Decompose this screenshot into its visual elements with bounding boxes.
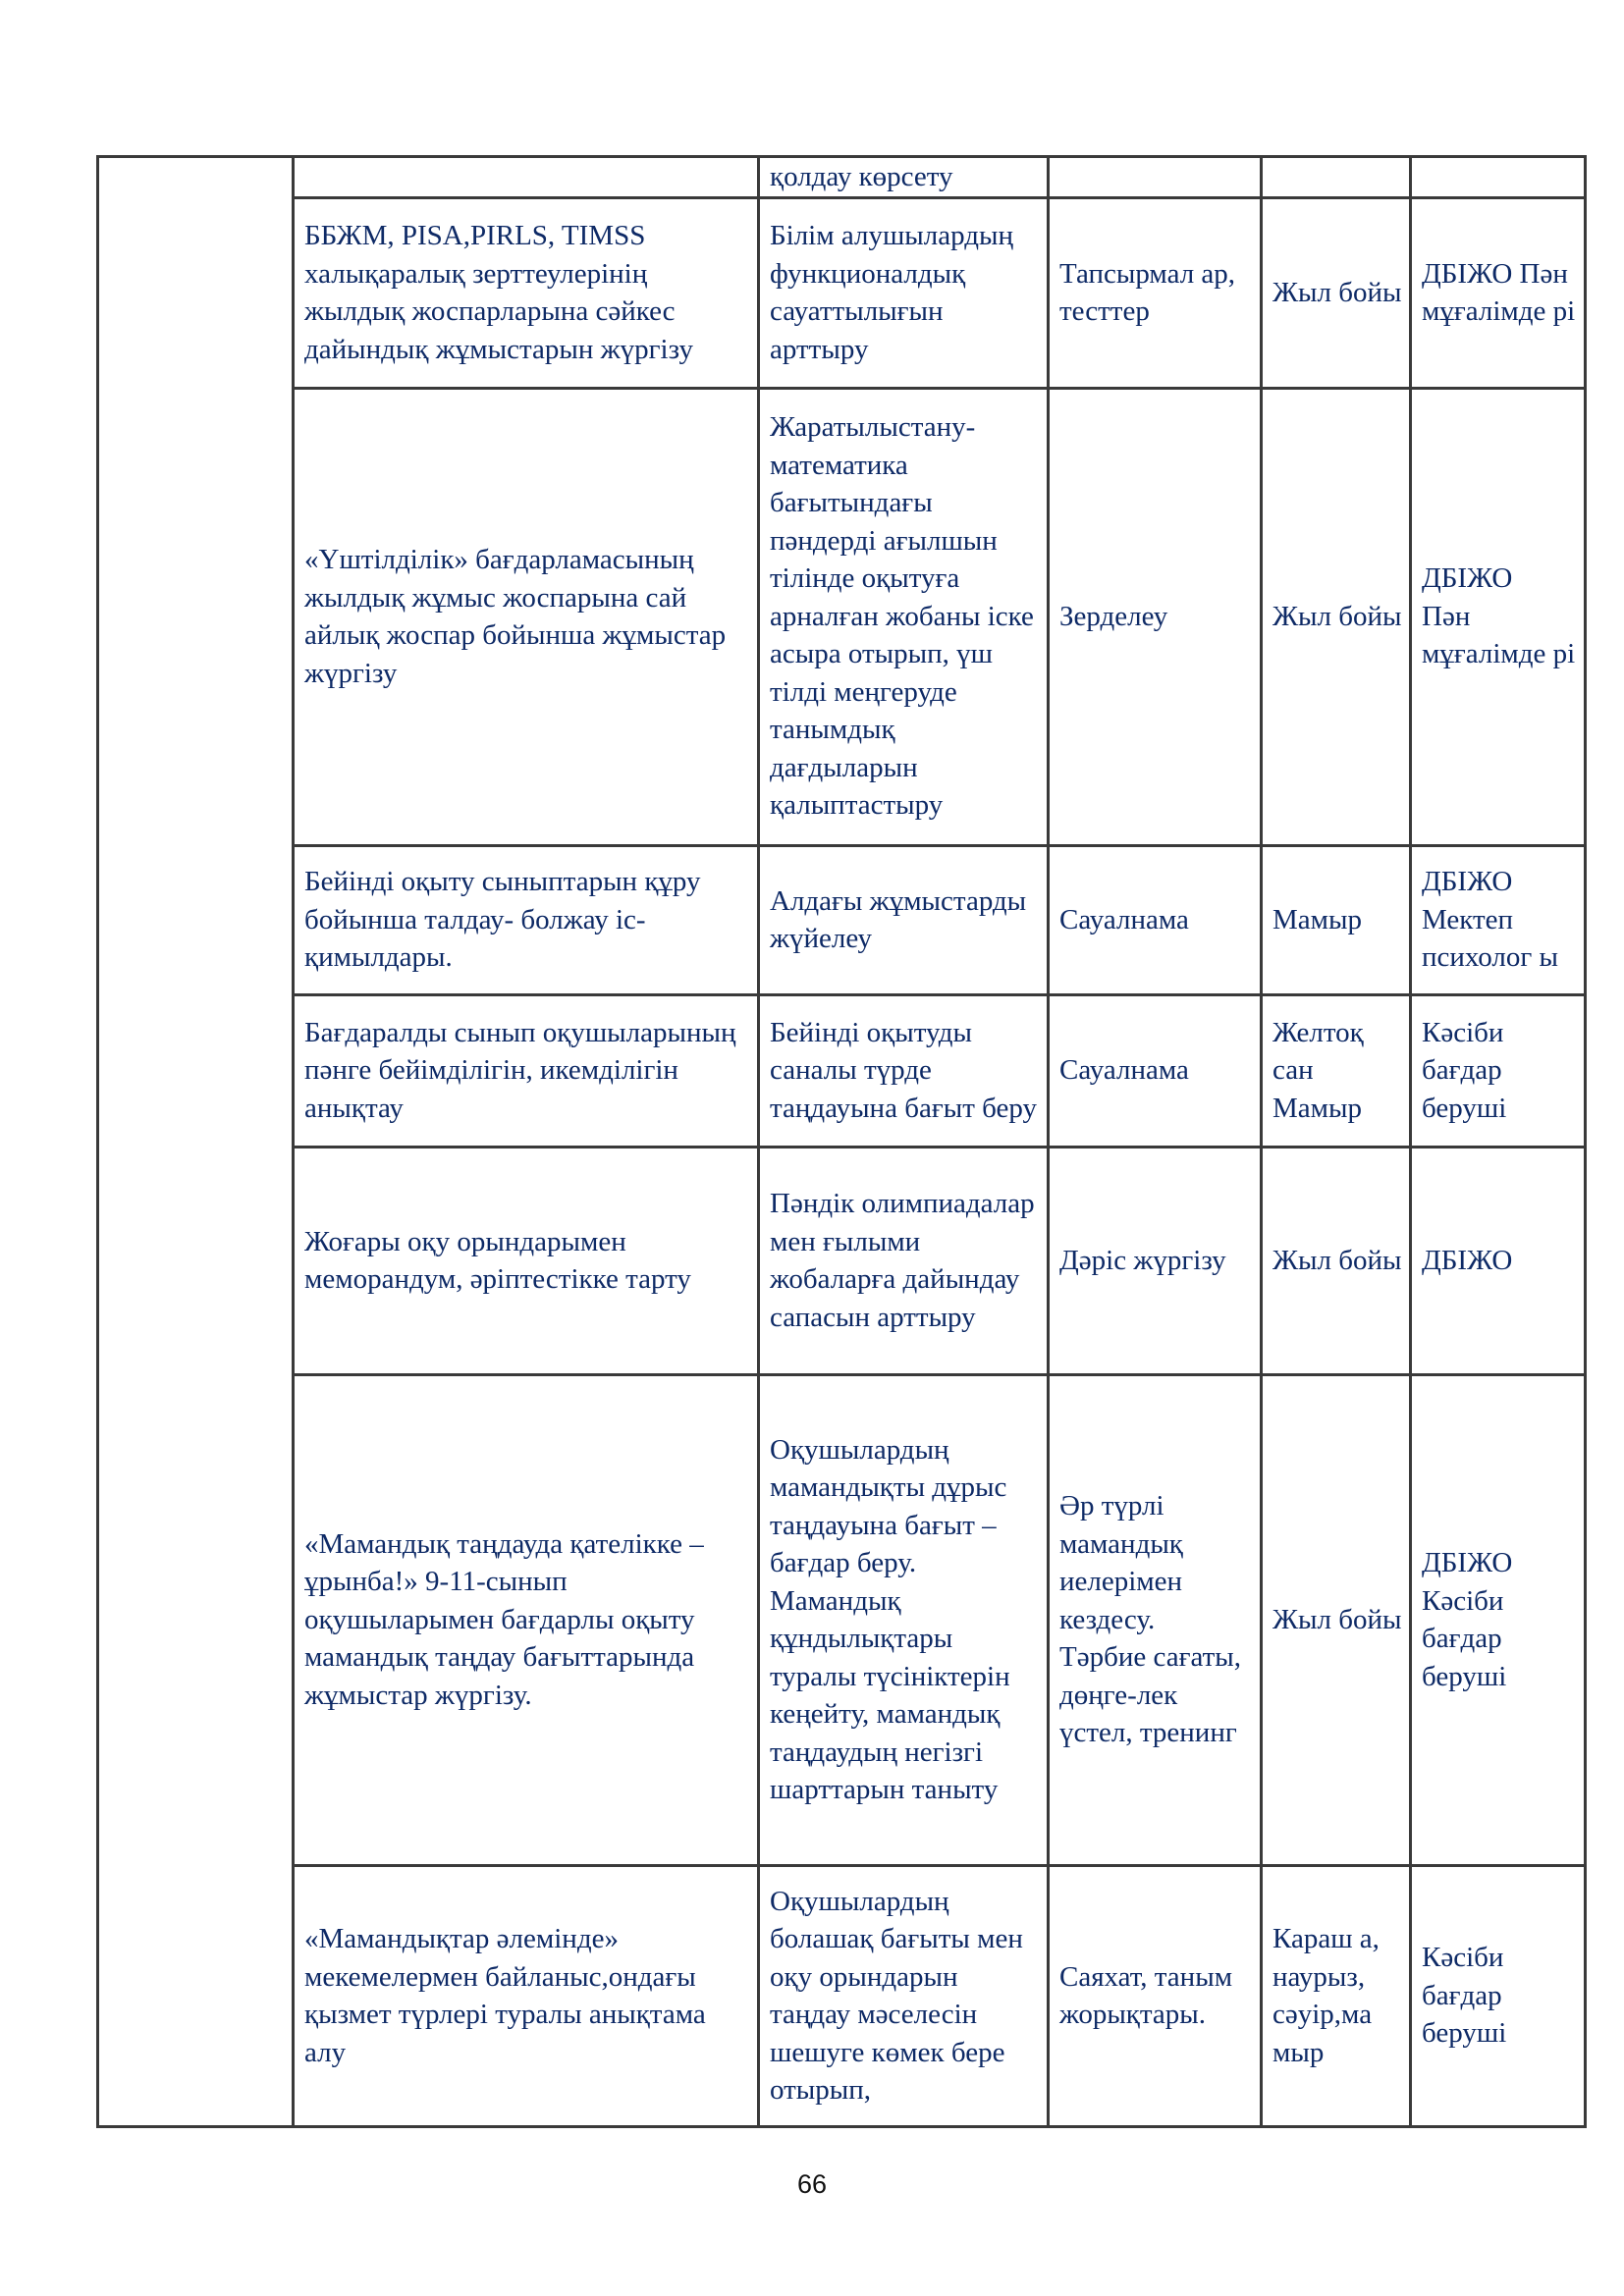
responsible-cell: ДБІЖО Кәсіби бағдар беруші xyxy=(1411,1374,1586,1865)
deadline-cell: Жыл бойы xyxy=(1262,197,1411,388)
responsible-cell: ДБІЖО Пән мұғалімде рі xyxy=(1411,197,1586,388)
deadline-cell: Жыл бойы xyxy=(1262,388,1411,845)
form-cell: Саяхат, таным жорықтары. xyxy=(1049,1865,1262,2126)
deadline-cell: Желтоқ сан Мамыр xyxy=(1262,994,1411,1147)
form-cell: Сауалнама xyxy=(1049,994,1262,1147)
section-column-cell xyxy=(98,157,294,2127)
activity-cell xyxy=(294,157,759,198)
form-cell: Дәріс жүргізу xyxy=(1049,1147,1262,1374)
deadline-cell: Караш а, наурыз, сәуір,ма мыр xyxy=(1262,1865,1411,2126)
activity-cell: Бейінді оқыту сыныптарын құру бойынша талдау- болжау іс- қимылдары. xyxy=(294,845,759,994)
goal-cell: Жаратылыстану-математика бағытындағы пәндерді ағылшын тілінде оқытуға арналған жобаны іске асыра отырып, үш тілді меңгеруде танымдық дағдыларын қалыптастыру xyxy=(759,388,1049,845)
goal-cell: Оқушылардың мамандықты дұрыс таңдауына бағыт – бағдар беру. Мамандық құндылықтары туралы түсініктерін кеңейту, мамандық таңдаудың негізгі шарттарын таныту xyxy=(759,1374,1049,1865)
activity-cell: Жоғары оқу орындарымен меморандум, әріптестікке тарту xyxy=(294,1147,759,1374)
activity-cell: «Үштілділік» бағдарламасының жылдық жұмыс жоспарына сай айлық жоспар бойынша жұмыстар жүргізу xyxy=(294,388,759,845)
table-row xyxy=(98,157,1586,198)
responsible-cell xyxy=(1411,157,1586,198)
table-row xyxy=(98,1374,1586,1865)
table-row xyxy=(98,197,1586,388)
deadline-cell: Жыл бойы xyxy=(1262,1147,1411,1374)
deadline-cell: Мамыр xyxy=(1262,845,1411,994)
table-row xyxy=(98,1865,1586,2126)
form-cell: Тапсырмал ар, тесттер xyxy=(1049,197,1262,388)
form-cell: Әр түрлі мамандық иелерімен кездесу. Тәрбие сағаты, дөңге-лек үстел, тренинг xyxy=(1049,1374,1262,1865)
table-row xyxy=(98,994,1586,1147)
form-cell: Сауалнама xyxy=(1049,845,1262,994)
goal-cell: Пәндік олимпиадалар мен ғылыми жобаларға дайындау сапасын арттыру xyxy=(759,1147,1049,1374)
goal-cell: Білім алушылардың функционалдық сауаттылығын арттыру xyxy=(759,197,1049,388)
plan-table xyxy=(96,155,1587,2128)
activity-cell: ББЖМ, PISA,PIRLS, TIMSS халықаралық зерттеулерінің жылдық жоспарларына сәйкес дайындық жұмыстарын жүргізу xyxy=(294,197,759,388)
table-row xyxy=(98,1147,1586,1374)
responsible-cell: ДБІЖО Пән мұғалімде рі xyxy=(1411,388,1586,845)
deadline-cell xyxy=(1262,157,1411,198)
responsible-cell: ДБІЖО xyxy=(1411,1147,1586,1374)
form-cell: Зерделеу xyxy=(1049,388,1262,845)
table-row xyxy=(98,845,1586,994)
goal-cell: Алдағы жұмыстарды жүйелеу xyxy=(759,845,1049,994)
activity-cell: «Мамандықтар әлемінде» мекемелермен байланыс,ондағы қызмет түрлері туралы анықтама алу xyxy=(294,1865,759,2126)
deadline-cell: Жыл бойы xyxy=(1262,1374,1411,1865)
page-number: 66 xyxy=(796,2168,828,2199)
responsible-cell: ДБІЖО Мектеп психолог ы xyxy=(1411,845,1586,994)
responsible-cell: Кәсіби бағдар беруші xyxy=(1411,1865,1586,2126)
table-row xyxy=(98,388,1586,845)
activity-cell: «Мамандық таңдауда қателікке –ұрынба!» 9-11-сынып оқушыларымен бағдарлы оқыту мамандық таңдау бағыттарында жұмыстар жүргізу. xyxy=(294,1374,759,1865)
responsible-cell: Кәсіби бағдар беруші xyxy=(1411,994,1586,1147)
goal-cell: қолдау көрсету xyxy=(759,157,1049,198)
activity-cell: Бағдаралды сынып оқушыларының пәнге бейімділігін, икемділігін анықтау xyxy=(294,994,759,1147)
form-cell xyxy=(1049,157,1262,198)
goal-cell: Бейінді оқытуды саналы түрде таңдауына бағыт беру xyxy=(759,994,1049,1147)
goal-cell: Оқушылардың болашақ бағыты мен оқу орындарын таңдау мәселесін шешуге көмек бере отырып, xyxy=(759,1865,1049,2126)
